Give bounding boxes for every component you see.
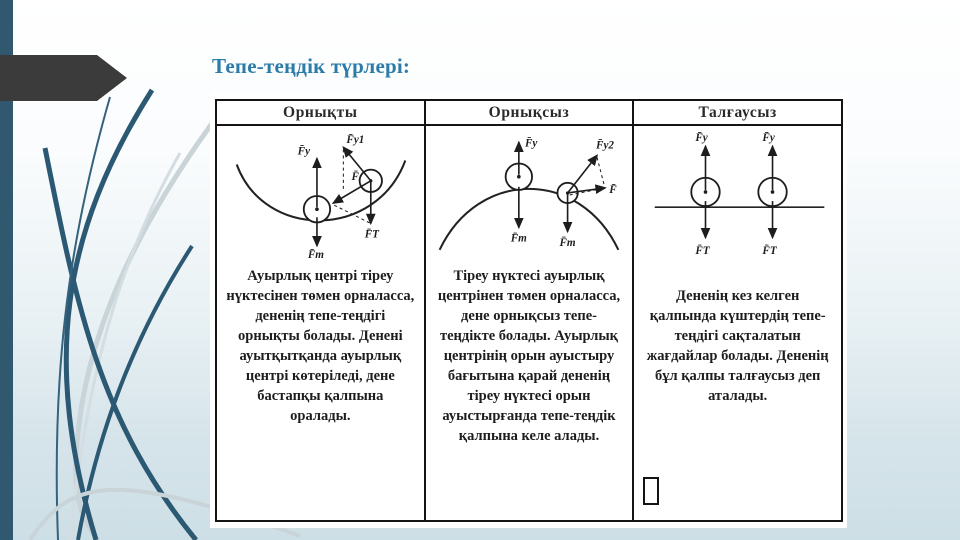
force-label-normal2: F̄у2 <box>596 139 615 152</box>
forward-arrow-icon <box>0 55 128 101</box>
description-stable: Ауырлық центрі тіреу нүктесінен төмен орналасса, дененің тепе-теңдігі орнықты болады. Денені ауытқытқанда ауырлық центрі көтеріледі, дене бастапқы қалпына оралады. <box>226 268 415 424</box>
force-label-resultant: F̄ <box>351 170 360 183</box>
force-label-up2: F̄у <box>762 132 775 145</box>
force-label-down: F̄т <box>510 232 527 245</box>
slide-title: Тепе-теңдік түрлері: <box>212 54 411 78</box>
column-unstable <box>426 101 635 520</box>
force-label-up: F̄у <box>695 132 708 145</box>
description-neutral: Дененің кез келген қалпында күштердің тепе-теңдігі сақталатын жағдайлар болады. Дененің бұл қалпы талғаусыз деп аталады. <box>646 288 829 404</box>
missing-glyph-box <box>643 477 659 505</box>
force-label-resultant: F̄ <box>609 183 617 196</box>
column-body-stable <box>217 126 424 520</box>
force-label-down: F̄Т <box>695 244 710 257</box>
force-label-up: F̄у <box>524 137 538 150</box>
column-body-unstable <box>426 126 633 520</box>
description-unstable: Тіреу нүктесі ауырлық центрінен төмен орналасса, дене орнықсыз тепе-теңдікте болады. Ауырлық центрінің орын ауыстыру бағытына қарай дененің тіреу нүктесі орын ауыстырғанда тепе-теңдік қалпына келе алады. <box>437 268 621 444</box>
column-body-neutral <box>634 126 841 520</box>
column-header-stable: Орнықты <box>217 101 424 126</box>
force-label-gravity2: F̄т <box>559 236 576 249</box>
force-label-gravity2: F̄Т <box>365 228 380 241</box>
neutral-equilibrium-diagram <box>636 130 840 260</box>
stable-equilibrium-diagram <box>218 130 422 260</box>
unstable-equilibrium-diagram <box>427 130 631 260</box>
column-stable <box>217 101 426 520</box>
equilibrium-table <box>215 99 843 522</box>
column-neutral <box>634 101 841 520</box>
force-label-normal2: F̄у1 <box>346 134 365 147</box>
force-label-up: F̄у <box>297 145 311 158</box>
column-header-unstable: Орнықсыз <box>426 101 633 126</box>
column-header-neutral: Талғаусыз <box>634 101 841 126</box>
force-label-down2: F̄Т <box>762 244 777 257</box>
force-label-down: F̄т <box>308 248 325 260</box>
